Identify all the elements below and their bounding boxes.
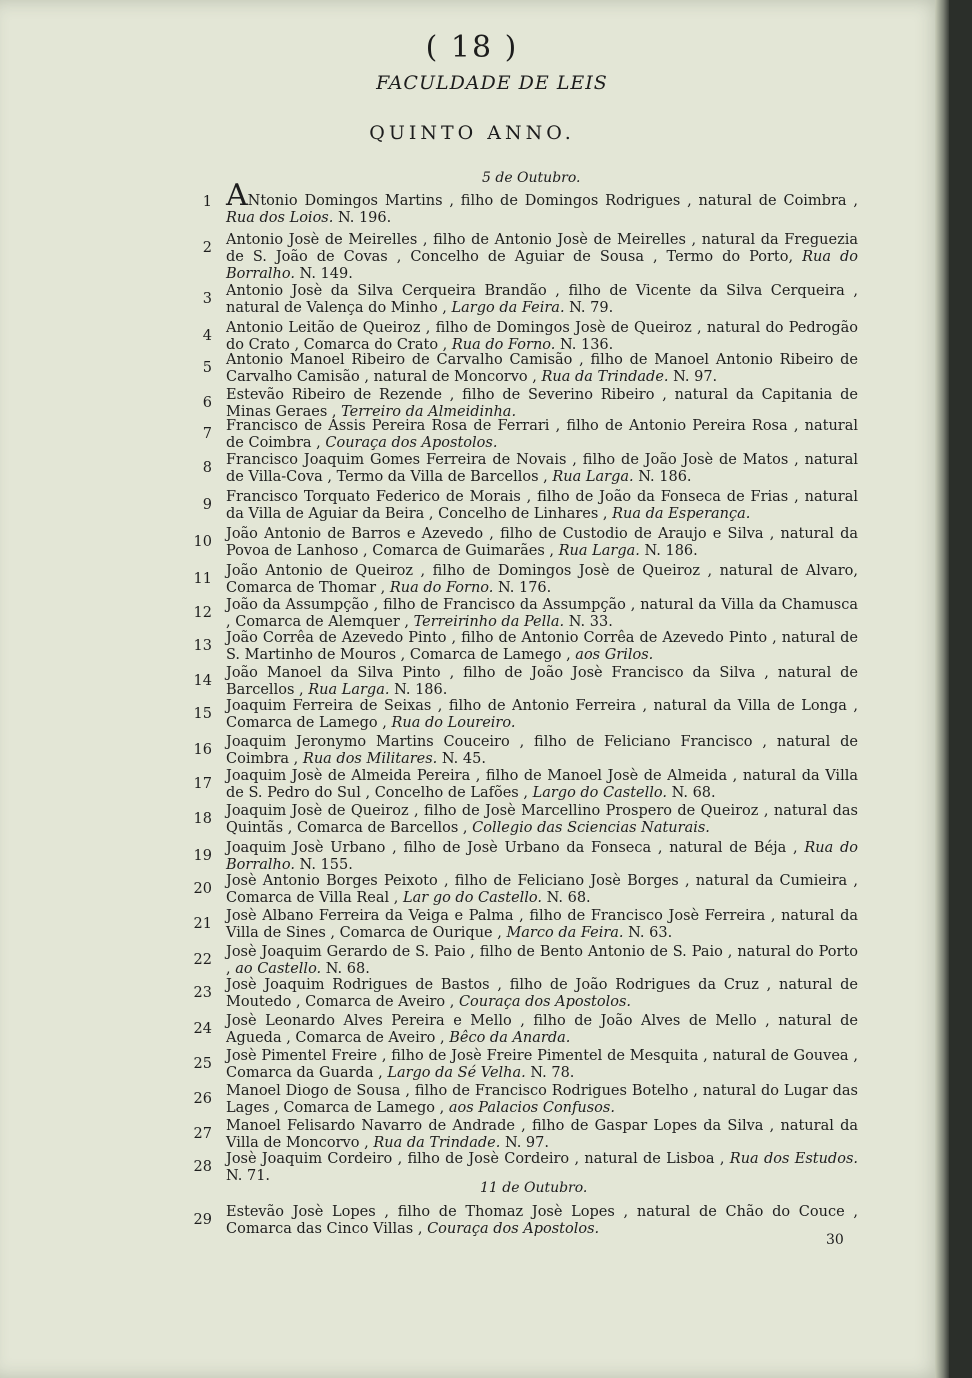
drop-cap: A bbox=[226, 178, 248, 213]
entry-text bbox=[226, 526, 858, 560]
entry-number: 21 bbox=[193, 916, 212, 932]
entry-number: 19 bbox=[193, 848, 212, 864]
entry-address: aos Palacios Confusos. bbox=[448, 1100, 615, 1116]
entry-address: Rua do Borralho. bbox=[226, 840, 858, 873]
entry-number: 1 bbox=[202, 194, 212, 210]
list-item bbox=[196, 489, 858, 523]
entry-text bbox=[226, 1204, 858, 1238]
entry-number: 10 bbox=[193, 534, 212, 550]
entry-address: Collegio das Sciencias Naturais. bbox=[472, 820, 710, 836]
entry-number: 18 bbox=[193, 811, 212, 827]
list-item bbox=[196, 232, 858, 283]
list-item bbox=[193, 803, 858, 837]
list-item bbox=[193, 1048, 858, 1082]
entry-house-number: N. 186. bbox=[389, 682, 448, 698]
entry-body: Estevão Ribeiro de Rezende , filho de Severino Ribeiro , natural da Capitania de Minas Geraes , bbox=[226, 387, 858, 420]
entry-text bbox=[226, 597, 858, 631]
page-edge bbox=[935, 0, 949, 1378]
entry-text bbox=[226, 908, 858, 942]
entry-body: Josè Joaquim Gerardo de S. Paio , filho de Bento Antonio de S. Paio , natural do Porto , bbox=[226, 944, 858, 977]
list-item bbox=[196, 418, 858, 452]
entry-house-number: N. 68. bbox=[666, 785, 716, 801]
entry-body: Manoel Felisardo Navarro de Andrade , filho de Gaspar Lopes da Silva , natural da Villa de Moncorvo , bbox=[226, 1118, 858, 1151]
entry-text bbox=[226, 734, 858, 768]
entry-house-number: N. 149. bbox=[294, 266, 353, 282]
entry-body: Estevão Josè Lopes , filho de Thomaz Josè Lopes , natural de Chão do Couce , Comarca das Cinco Villas , bbox=[226, 1204, 858, 1237]
entry-text bbox=[226, 418, 858, 452]
entry-address: Bêco da Anarda. bbox=[449, 1030, 571, 1046]
entry-number: 17 bbox=[193, 776, 212, 792]
entry-body: Joaquim Jeronymo Martins Couceiro , filho de Feliciano Francisco , natural de Coimbra , bbox=[226, 734, 858, 767]
entry-address: Rua da Trindade. bbox=[373, 1135, 501, 1151]
entry-body: Joaquim Josè de Almeida Pereira , filho de Manoel Josè de Almeida , natural da Villa de S. Pedro do Sul , Concelho de Lafões , bbox=[226, 768, 858, 801]
faculty-heading: FACULDADE DE LEIS bbox=[376, 72, 608, 94]
entry-address: Terreiro da Almeidinha. bbox=[341, 404, 517, 420]
list-item bbox=[196, 320, 858, 354]
entry-body: Manoel Diogo de Sousa , filho de Francisco Rodrigues Botelho , natural do Lugar das Lages , Comarca de Lamego , bbox=[226, 1083, 858, 1116]
date-heading: 11 de Outubro. bbox=[480, 1180, 588, 1196]
entry-address: Rua do Forno. bbox=[451, 337, 556, 353]
entry-number: 27 bbox=[193, 1126, 212, 1142]
entry-number: 4 bbox=[202, 328, 212, 344]
entry-number: 20 bbox=[193, 881, 212, 897]
entry-address: Largo do Castello. bbox=[532, 785, 667, 801]
entry-body: Josè Albano Ferreira da Veiga e Palma , filho de Francisco Josè Ferreira , natural da Villa de Sines , Comarca de Ourique , bbox=[226, 908, 858, 941]
list-item bbox=[193, 1083, 858, 1117]
entry-address: Rua do Borralho. bbox=[226, 249, 858, 282]
entry-address: Marco da Feira. bbox=[506, 925, 624, 941]
entry-house-number: N. 79. bbox=[564, 300, 614, 316]
entry-number: 28 bbox=[193, 1159, 212, 1175]
entry-body: João da Assumpção , filho de Francisco da Assumpção , natural da Villa da Chamusca , Comarca de Alemquer , bbox=[226, 597, 858, 630]
entry-text bbox=[226, 977, 858, 1011]
entry-number: 24 bbox=[193, 1021, 212, 1037]
entry-body: Josè Antonio Borges Peixoto , filho de Feliciano Josè Borges , natural da Cumieira , Comarca de Villa Real , bbox=[226, 873, 858, 906]
entry-address: Rua Larga. bbox=[308, 682, 390, 698]
entry-house-number: N. 186. bbox=[639, 543, 698, 559]
entry-body: Joaquim Josè de Queiroz , filho de Josè Marcellino Prospero de Queiroz , natural das Quintãs , Comarca de Barcellos , bbox=[226, 803, 858, 836]
entry-house-number: N. 97. bbox=[668, 369, 718, 385]
entry-number: 8 bbox=[202, 460, 212, 476]
entry-house-number: N. 155. bbox=[294, 857, 353, 873]
entry-body: Josè Joaquim Cordeiro , filho de Josè Cordeiro , natural de Lisboa , bbox=[226, 1151, 730, 1167]
entry-text bbox=[226, 232, 858, 283]
list-item bbox=[193, 597, 858, 631]
list-item bbox=[193, 840, 858, 874]
entry-number: 7 bbox=[202, 426, 212, 442]
entry-address: ao Castello. bbox=[235, 961, 322, 977]
entry-address: Terreirinho da Pella. bbox=[413, 614, 565, 630]
entry-number: 29 bbox=[193, 1212, 212, 1228]
entry-text bbox=[226, 452, 858, 486]
entry-text bbox=[226, 1083, 858, 1117]
entry-text bbox=[226, 320, 858, 354]
entry-house-number: N. 68. bbox=[321, 961, 370, 977]
entry-text bbox=[226, 1151, 858, 1185]
entry-body: Antonio Josè de Meirelles , filho de Antonio Josè de Meirelles , natural da Freguezia de S. João de Covas , Concelho de Aguiar de Sousa , Termo do Porto, bbox=[226, 232, 858, 265]
entry-text bbox=[226, 803, 858, 837]
entry-body: Josè Leonardo Alves Pereira e Mello , filho de João Alves de Mello , natural de Agueda , Comarca de Aveiro , bbox=[226, 1013, 858, 1046]
list-item bbox=[193, 734, 858, 768]
entry-body: Joaquim Ferreira de Seixas , filho de Antonio Ferreira , natural da Villa de Longa , Comarca de Lamego , bbox=[226, 698, 858, 731]
list-item bbox=[193, 563, 858, 597]
list-item bbox=[193, 1118, 858, 1152]
entry-body: Josè Pimentel Freire , filho de Josè Freire Pimentel de Mesquita , natural de Gouvea , Comarca da Guarda , bbox=[226, 1048, 858, 1081]
entry-address: Rua dos Loios. bbox=[226, 210, 334, 226]
list-item bbox=[193, 908, 858, 942]
entry-house-number: N. 45. bbox=[437, 751, 486, 767]
entry-body: João Antonio de Queiroz , filho de Domingos Josè de Queiroz , natural de Alvaro, Comarca de Thomar , bbox=[226, 563, 858, 596]
entry-text bbox=[226, 768, 858, 802]
list-item bbox=[193, 698, 858, 732]
entry-house-number: N. 196. bbox=[333, 210, 392, 226]
entry-address: Rua Larga. bbox=[552, 469, 634, 485]
list-item bbox=[196, 283, 858, 317]
list-item bbox=[193, 944, 858, 978]
entry-address: Lar go do Castello. bbox=[403, 890, 543, 906]
list-item bbox=[193, 1204, 858, 1238]
entry-house-number: N. 68. bbox=[542, 890, 591, 906]
year-heading: QUINTO ANNO. bbox=[369, 122, 575, 144]
entry-text bbox=[226, 873, 858, 907]
entry-text bbox=[226, 665, 858, 699]
entry-body: Josè Joaquim Rodrigues de Bastos , filho de João Rodrigues da Cruz , natural de Moutedo , Comarca de Aveiro , bbox=[226, 977, 858, 1010]
entry-text bbox=[226, 944, 858, 978]
entry-number: 12 bbox=[193, 605, 212, 621]
list-item bbox=[193, 977, 858, 1011]
entry-number: 13 bbox=[193, 638, 212, 654]
list-item bbox=[193, 1151, 858, 1185]
entry-text bbox=[226, 1118, 858, 1152]
list-item bbox=[193, 1013, 858, 1047]
entry-address: Rua do Forno. bbox=[389, 580, 494, 596]
entry-number: 26 bbox=[193, 1091, 212, 1107]
entry-number: 11 bbox=[193, 571, 212, 587]
entry-house-number: N. 186. bbox=[633, 469, 692, 485]
entry-text bbox=[226, 1048, 858, 1082]
entry-body: João Antonio de Barros e Azevedo , filho de Custodio de Araujo e Silva , natural da Povoa de Lanhoso , Comarca de Guimarães , bbox=[226, 526, 858, 559]
entry-text bbox=[226, 563, 858, 597]
entry-number: 5 bbox=[202, 360, 212, 376]
entry-address: Largo da Sé Velha. bbox=[387, 1065, 526, 1081]
entry-number: 22 bbox=[193, 952, 212, 968]
entry-body: Ntonio Domingos Martins , filho de Domingos Rodrigues , natural de Coimbra , bbox=[247, 193, 858, 209]
entry-house-number: N. 71. bbox=[226, 1168, 271, 1184]
list-item bbox=[196, 452, 858, 486]
list-item bbox=[196, 387, 858, 421]
entry-text bbox=[226, 630, 858, 664]
list-item bbox=[193, 665, 858, 699]
entry-address: Rua da Esperança. bbox=[612, 506, 751, 522]
entry-text bbox=[226, 489, 858, 523]
entry-address: Rua dos Militares. bbox=[302, 751, 438, 767]
entry-body: Joaquim Josè Urbano , filho de Josè Urbano da Fonseca , natural de Béja , bbox=[226, 840, 805, 856]
entry-body: Francisco Joaquim Gomes Ferreira de Novais , filho de João Josè de Matos , natural de Villa-Cova , Termo da Villa de Barcellos , bbox=[226, 452, 858, 485]
entry-number: 9 bbox=[202, 497, 212, 513]
entry-address: Couraça dos Apostolos. bbox=[458, 994, 632, 1010]
entry-address: Rua do Loureiro. bbox=[391, 715, 516, 731]
entry-house-number: N. 63. bbox=[623, 925, 673, 941]
entry-house-number: N. 136. bbox=[555, 337, 614, 353]
entry-house-number: N. 33. bbox=[564, 614, 613, 630]
entry-body: Antonio Manoel Ribeiro de Carvalho Camisão , filho de Manoel Antonio Ribeiro de Carvalho Camisão , natural de Moncorvo , bbox=[226, 352, 858, 385]
entry-address: Rua Larga. bbox=[558, 543, 640, 559]
entry-number: 23 bbox=[193, 985, 212, 1001]
entry-body: Francisco de Assis Pereira Rosa de Ferrari , filho de Antonio Pereira Rosa , natural de Coimbra , bbox=[226, 418, 858, 451]
date-heading: 5 de Outubro. bbox=[482, 170, 581, 186]
entry-house-number: N. 176. bbox=[493, 580, 552, 596]
entry-address: Largo da Feira. bbox=[451, 300, 565, 316]
entry-body: João Corrêa de Azevedo Pinto , filho de Antonio Corrêa de Azevedo Pinto , natural de S. Martinho de Mouros , Comarca de Lamego , bbox=[226, 630, 858, 663]
entry-body: João Manoel da Silva Pinto , filho de João Josè Francisco da Silva , natural de Barcellos , bbox=[226, 665, 858, 698]
entry-text bbox=[226, 840, 858, 874]
entry-text bbox=[226, 698, 858, 732]
entry-address: aos Grilos. bbox=[575, 647, 654, 663]
entry-number: 25 bbox=[193, 1056, 212, 1072]
catchword: 30 bbox=[826, 1232, 844, 1248]
entry-number: 14 bbox=[193, 673, 212, 689]
entry-text bbox=[226, 387, 858, 421]
list-item bbox=[196, 352, 858, 386]
entry-number: 3 bbox=[202, 291, 212, 307]
entry-number: 16 bbox=[193, 742, 212, 758]
entry-body: Francisco Torquato Federico de Morais , filho de João da Fonseca de Frias , natural da Villa de Aguiar da Beira , Concelho de Linhares , bbox=[226, 489, 858, 522]
entry-text bbox=[226, 283, 858, 317]
entry-address: Rua da Trindade. bbox=[541, 369, 669, 385]
entry-address: Couraça dos Apostolos. bbox=[427, 1221, 600, 1237]
entry-address: Couraça dos Apostolos. bbox=[325, 435, 498, 451]
entry-body: Antonio Josè da Silva Cerqueira Brandão , filho de Vicente da Silva Cerqueira , natural de Valença do Minho , bbox=[226, 283, 858, 316]
entry-number: 2 bbox=[202, 240, 212, 256]
page-number: ( 18 ) bbox=[425, 30, 519, 65]
entry-text bbox=[226, 1013, 858, 1047]
entry-number: 6 bbox=[202, 395, 212, 411]
entry-number: 15 bbox=[193, 706, 212, 722]
list-item bbox=[193, 526, 858, 560]
list-item bbox=[193, 768, 858, 802]
entry-text bbox=[226, 352, 858, 386]
entry-house-number: N. 78. bbox=[525, 1065, 575, 1081]
entry-body: Antonio Leitão de Queiroz , filho de Domingos Josè de Queiroz , natural do Pedrogão do Crato , Comarca do Crato , bbox=[226, 320, 858, 353]
entry-house-number: N. 97. bbox=[500, 1135, 549, 1151]
list-item bbox=[193, 630, 858, 664]
list-item bbox=[193, 873, 858, 907]
entry-address: Rua dos Estudos. bbox=[729, 1151, 858, 1167]
